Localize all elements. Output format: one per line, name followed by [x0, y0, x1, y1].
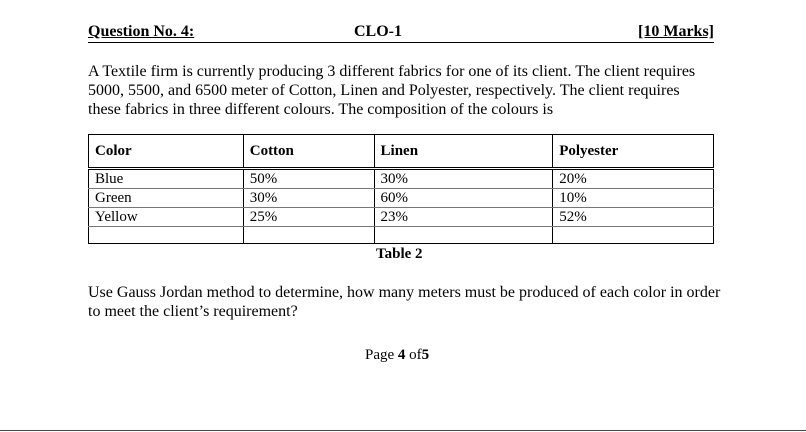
cell-color: Green: [89, 189, 244, 208]
cell-empty: [374, 227, 553, 244]
header-polyester: Polyester: [553, 135, 714, 169]
cell-cotton: 30%: [243, 189, 374, 208]
cell-empty: [553, 227, 714, 244]
table-row: [89, 208, 714, 227]
cell-cotton: 25%: [243, 208, 374, 227]
page-total: 5: [421, 347, 430, 363]
table-caption: Table 2: [376, 246, 423, 262]
table-header-row: [89, 135, 714, 169]
cell-color: Blue: [89, 169, 244, 189]
cell-linen: 30%: [374, 169, 553, 189]
cell-cotton: 50%: [243, 169, 374, 189]
cell-polyester: 10%: [553, 189, 714, 208]
table-empty-row: [89, 227, 714, 244]
page-bottom-divider: [0, 430, 806, 431]
cell-empty: [243, 227, 374, 244]
cell-polyester: 52%: [553, 208, 714, 227]
header-linen: Linen: [374, 135, 553, 169]
clo-label: CLO-1: [354, 23, 402, 40]
page-current: 4: [397, 347, 406, 363]
marks-label: [10 Marks]: [638, 23, 714, 40]
cell-color: Yellow: [89, 208, 244, 227]
problem-statement: A Textile firm is currently producing 3 different fabrics for one of its client. The client requires 5000, 5500, and 6500 meter of Cotton, Linen and Polyester, respectively. The client requires these fabrics in three different colours. The composition of the colours is: [88, 63, 696, 118]
cell-polyester: 20%: [553, 169, 714, 189]
page-of: of: [409, 347, 422, 363]
cell-linen: 60%: [374, 189, 553, 208]
header-color: Color: [89, 135, 244, 169]
page-prefix: Page: [365, 347, 395, 363]
page-number: [365, 347, 429, 364]
header-cotton: Cotton: [243, 135, 374, 169]
question-number: Question No. 4:: [88, 23, 195, 40]
question-header: [88, 22, 714, 43]
cell-linen: 23%: [374, 208, 553, 227]
cell-empty: [89, 227, 244, 244]
question-text: Use Gauss Jordan method to determine, how many meters must be produced of each color in order to meet the client’s requirement?: [88, 284, 721, 320]
composition-table: [88, 134, 714, 244]
table-row: [89, 169, 714, 189]
table-row: [89, 189, 714, 208]
